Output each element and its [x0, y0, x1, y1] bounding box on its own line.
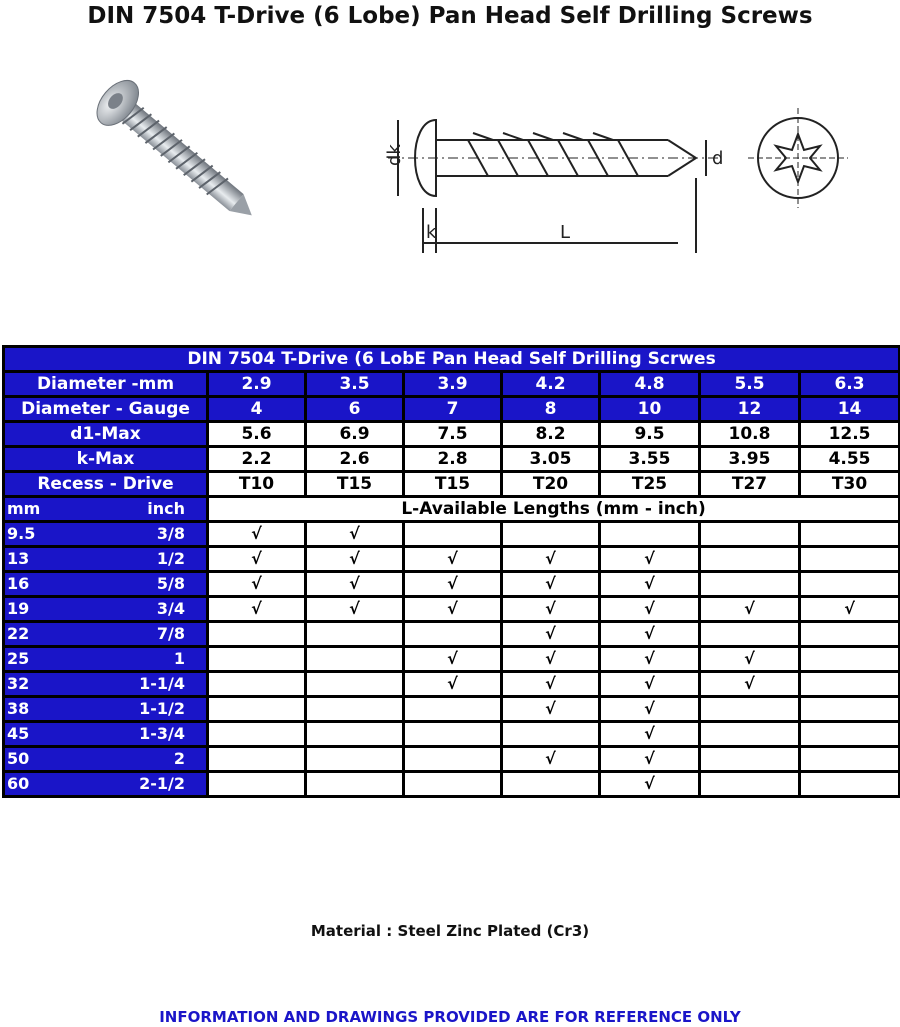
length-inch: 5/8 — [156, 574, 185, 593]
length-inch: 2 — [173, 749, 185, 768]
availability-cell — [208, 772, 306, 797]
availability-cell: √ — [404, 672, 502, 697]
availability-cell: √ — [306, 522, 404, 547]
length-mm: 25 — [7, 649, 30, 668]
technical-drawing — [378, 98, 878, 266]
screw-photo — [52, 62, 282, 262]
availability-cell: √ — [600, 747, 700, 772]
availability-cell — [208, 747, 306, 772]
spec-cell: 8.2 — [502, 422, 600, 447]
availability-cell — [700, 572, 800, 597]
availability-cell: √ — [502, 647, 600, 672]
length-row-label — [4, 722, 208, 747]
availability-cell — [208, 722, 306, 747]
availability-cell — [800, 572, 900, 597]
spec-cell: 14 — [800, 397, 900, 422]
length-inch: 1/2 — [156, 549, 185, 568]
availability-cell — [700, 722, 800, 747]
length-row-label — [4, 547, 208, 572]
availability-cell — [800, 522, 900, 547]
availability-cell — [306, 647, 404, 672]
availability-cell — [800, 672, 900, 697]
spec-cell: 12.5 — [800, 422, 900, 447]
spec-cell: 12 — [700, 397, 800, 422]
availability-cell: √ — [502, 622, 600, 647]
spec-cell: 4.55 — [800, 447, 900, 472]
spec-cell: 3.55 — [600, 447, 700, 472]
specification-table — [2, 345, 900, 798]
length-mm: 45 — [7, 724, 30, 743]
spec-cell: T30 — [800, 472, 900, 497]
spec-row — [4, 397, 900, 422]
availability-cell: √ — [700, 672, 800, 697]
length-units-header — [4, 497, 208, 522]
availability-cell — [800, 697, 900, 722]
length-inch: 3/8 — [156, 524, 185, 543]
availability-cell — [600, 522, 700, 547]
spec-cell: 3.95 — [700, 447, 800, 472]
availability-cell — [800, 722, 900, 747]
length-row-label — [4, 572, 208, 597]
length-row — [4, 547, 900, 572]
availability-cell: √ — [208, 597, 306, 622]
availability-cell: √ — [306, 547, 404, 572]
spec-cell: 6.9 — [306, 422, 404, 447]
spec-row-label: Recess - Drive — [4, 472, 208, 497]
dim-label-dk: dk — [384, 144, 405, 166]
spec-row-label: d1-Max — [4, 422, 208, 447]
availability-cell — [800, 647, 900, 672]
length-inch: 7/8 — [156, 624, 185, 643]
availability-cell — [700, 622, 800, 647]
availability-cell: √ — [208, 522, 306, 547]
spec-cell: 2.6 — [306, 447, 404, 472]
availability-cell: √ — [208, 572, 306, 597]
length-row — [4, 747, 900, 772]
length-mm: 22 — [7, 624, 30, 643]
length-row-label — [4, 697, 208, 722]
mm-label: mm — [7, 499, 41, 518]
availability-cell: √ — [600, 672, 700, 697]
spec-cell: 5.6 — [208, 422, 306, 447]
spec-row — [4, 422, 900, 447]
availability-cell: √ — [600, 697, 700, 722]
availability-cell: √ — [208, 547, 306, 572]
length-row — [4, 597, 900, 622]
spec-cell: T10 — [208, 472, 306, 497]
length-mm: 13 — [7, 549, 30, 568]
availability-cell — [208, 622, 306, 647]
spec-cell: 2.8 — [404, 447, 502, 472]
availability-cell: √ — [700, 647, 800, 672]
spec-cell: T27 — [700, 472, 800, 497]
availability-cell — [404, 522, 502, 547]
length-row-label — [4, 772, 208, 797]
dim-label-d: d — [712, 148, 724, 169]
spec-cell: T25 — [600, 472, 700, 497]
availability-cell: √ — [600, 572, 700, 597]
length-row — [4, 772, 900, 797]
length-inch: 1 — [173, 649, 185, 668]
availability-cell: √ — [700, 597, 800, 622]
availability-cell: √ — [800, 597, 900, 622]
spec-row-label: k-Max — [4, 447, 208, 472]
spec-cell: 3.05 — [502, 447, 600, 472]
availability-cell — [800, 622, 900, 647]
length-row-label — [4, 597, 208, 622]
availability-cell — [700, 772, 800, 797]
availability-cell: √ — [404, 547, 502, 572]
availability-cell — [306, 772, 404, 797]
length-row-label — [4, 647, 208, 672]
spec-cell: 7 — [404, 397, 502, 422]
availability-cell: √ — [404, 597, 502, 622]
spec-cell: 3.5 — [306, 372, 404, 397]
length-row — [4, 647, 900, 672]
availability-cell — [208, 647, 306, 672]
length-mm: 9.5 — [7, 524, 36, 543]
availability-cell — [800, 747, 900, 772]
availability-cell: √ — [502, 747, 600, 772]
disclaimer: INFORMATION AND DRAWINGS PROVIDED ARE FOR REFERENCE ONLY — [159, 1008, 741, 1026]
length-header-row — [4, 497, 900, 522]
availability-cell — [700, 747, 800, 772]
length-mm: 16 — [7, 574, 30, 593]
availability-cell: √ — [306, 572, 404, 597]
availability-cell — [404, 772, 502, 797]
spec-cell: 6 — [306, 397, 404, 422]
availability-cell: √ — [306, 597, 404, 622]
availability-cell: √ — [600, 597, 700, 622]
inch-label: inch — [147, 499, 185, 518]
availability-cell — [800, 547, 900, 572]
availability-cell: √ — [502, 572, 600, 597]
availability-cell: √ — [600, 547, 700, 572]
availability-cell — [306, 697, 404, 722]
spec-cell: 4 — [208, 397, 306, 422]
length-mm: 50 — [7, 749, 30, 768]
availability-cell: √ — [600, 622, 700, 647]
length-inch: 3/4 — [156, 599, 185, 618]
availability-cell — [502, 722, 600, 747]
availability-cell: √ — [502, 547, 600, 572]
availability-cell — [404, 722, 502, 747]
spec-row-label: Diameter - Gauge — [4, 397, 208, 422]
availability-cell — [404, 697, 502, 722]
availability-cell: √ — [600, 772, 700, 797]
spec-cell: 7.5 — [404, 422, 502, 447]
length-row — [4, 572, 900, 597]
availability-cell — [700, 522, 800, 547]
length-mm: 38 — [7, 699, 30, 718]
availability-cell — [208, 697, 306, 722]
spec-cell: 8 — [502, 397, 600, 422]
spec-cell: 2.2 — [208, 447, 306, 472]
length-inch: 2-1/2 — [139, 774, 185, 793]
availability-cell — [404, 622, 502, 647]
availability-cell — [306, 747, 404, 772]
spec-cell: 6.3 — [800, 372, 900, 397]
length-row-label — [4, 747, 208, 772]
spec-cell: 10.8 — [700, 422, 800, 447]
length-row — [4, 697, 900, 722]
spec-row — [4, 447, 900, 472]
spec-cell: 4.2 — [502, 372, 600, 397]
spec-cell: 4.8 — [600, 372, 700, 397]
spec-row — [4, 372, 900, 397]
availability-cell: √ — [502, 672, 600, 697]
length-mm: 60 — [7, 774, 30, 793]
spec-cell: 5.5 — [700, 372, 800, 397]
material-note: Material : Steel Zinc Plated (Cr3) — [310, 922, 590, 940]
availability-cell — [306, 622, 404, 647]
length-row — [4, 672, 900, 697]
availability-cell: √ — [404, 647, 502, 672]
length-row-label — [4, 622, 208, 647]
availability-cell: √ — [404, 572, 502, 597]
table-banner: DIN 7504 T-Drive (6 LobE Pan Head Self Drilling Scrwes — [4, 347, 900, 372]
spec-cell: T15 — [404, 472, 502, 497]
spec-cell: T20 — [502, 472, 600, 497]
availability-cell: √ — [502, 697, 600, 722]
length-row-label — [4, 522, 208, 547]
spec-cell: 10 — [600, 397, 700, 422]
availability-cell — [700, 547, 800, 572]
length-row-label — [4, 672, 208, 697]
length-row — [4, 622, 900, 647]
availability-cell — [208, 672, 306, 697]
length-row — [4, 522, 900, 547]
length-inch: 1-1/4 — [139, 674, 185, 693]
length-inch: 1-3/4 — [139, 724, 185, 743]
availability-cell: √ — [502, 597, 600, 622]
dim-label-k: k — [426, 222, 437, 243]
spec-cell: 3.9 — [404, 372, 502, 397]
length-title: L-Available Lengths (mm - inch) — [208, 497, 900, 522]
spec-row — [4, 472, 900, 497]
availability-cell — [700, 697, 800, 722]
availability-cell — [502, 772, 600, 797]
spec-cell: T15 — [306, 472, 404, 497]
dim-label-l: L — [560, 222, 571, 243]
length-mm: 19 — [7, 599, 30, 618]
availability-cell — [404, 747, 502, 772]
availability-cell — [306, 722, 404, 747]
length-row — [4, 722, 900, 747]
availability-cell — [502, 522, 600, 547]
spec-row-label: Diameter -mm — [4, 372, 208, 397]
length-inch: 1-1/2 — [139, 699, 185, 718]
availability-cell — [800, 772, 900, 797]
spec-cell: 2.9 — [208, 372, 306, 397]
availability-cell — [306, 672, 404, 697]
page-title: DIN 7504 T-Drive (6 Lobe) Pan Head Self Drilling Screws — [87, 3, 813, 29]
availability-cell: √ — [600, 722, 700, 747]
spec-cell: 9.5 — [600, 422, 700, 447]
length-mm: 32 — [7, 674, 30, 693]
availability-cell: √ — [600, 647, 700, 672]
